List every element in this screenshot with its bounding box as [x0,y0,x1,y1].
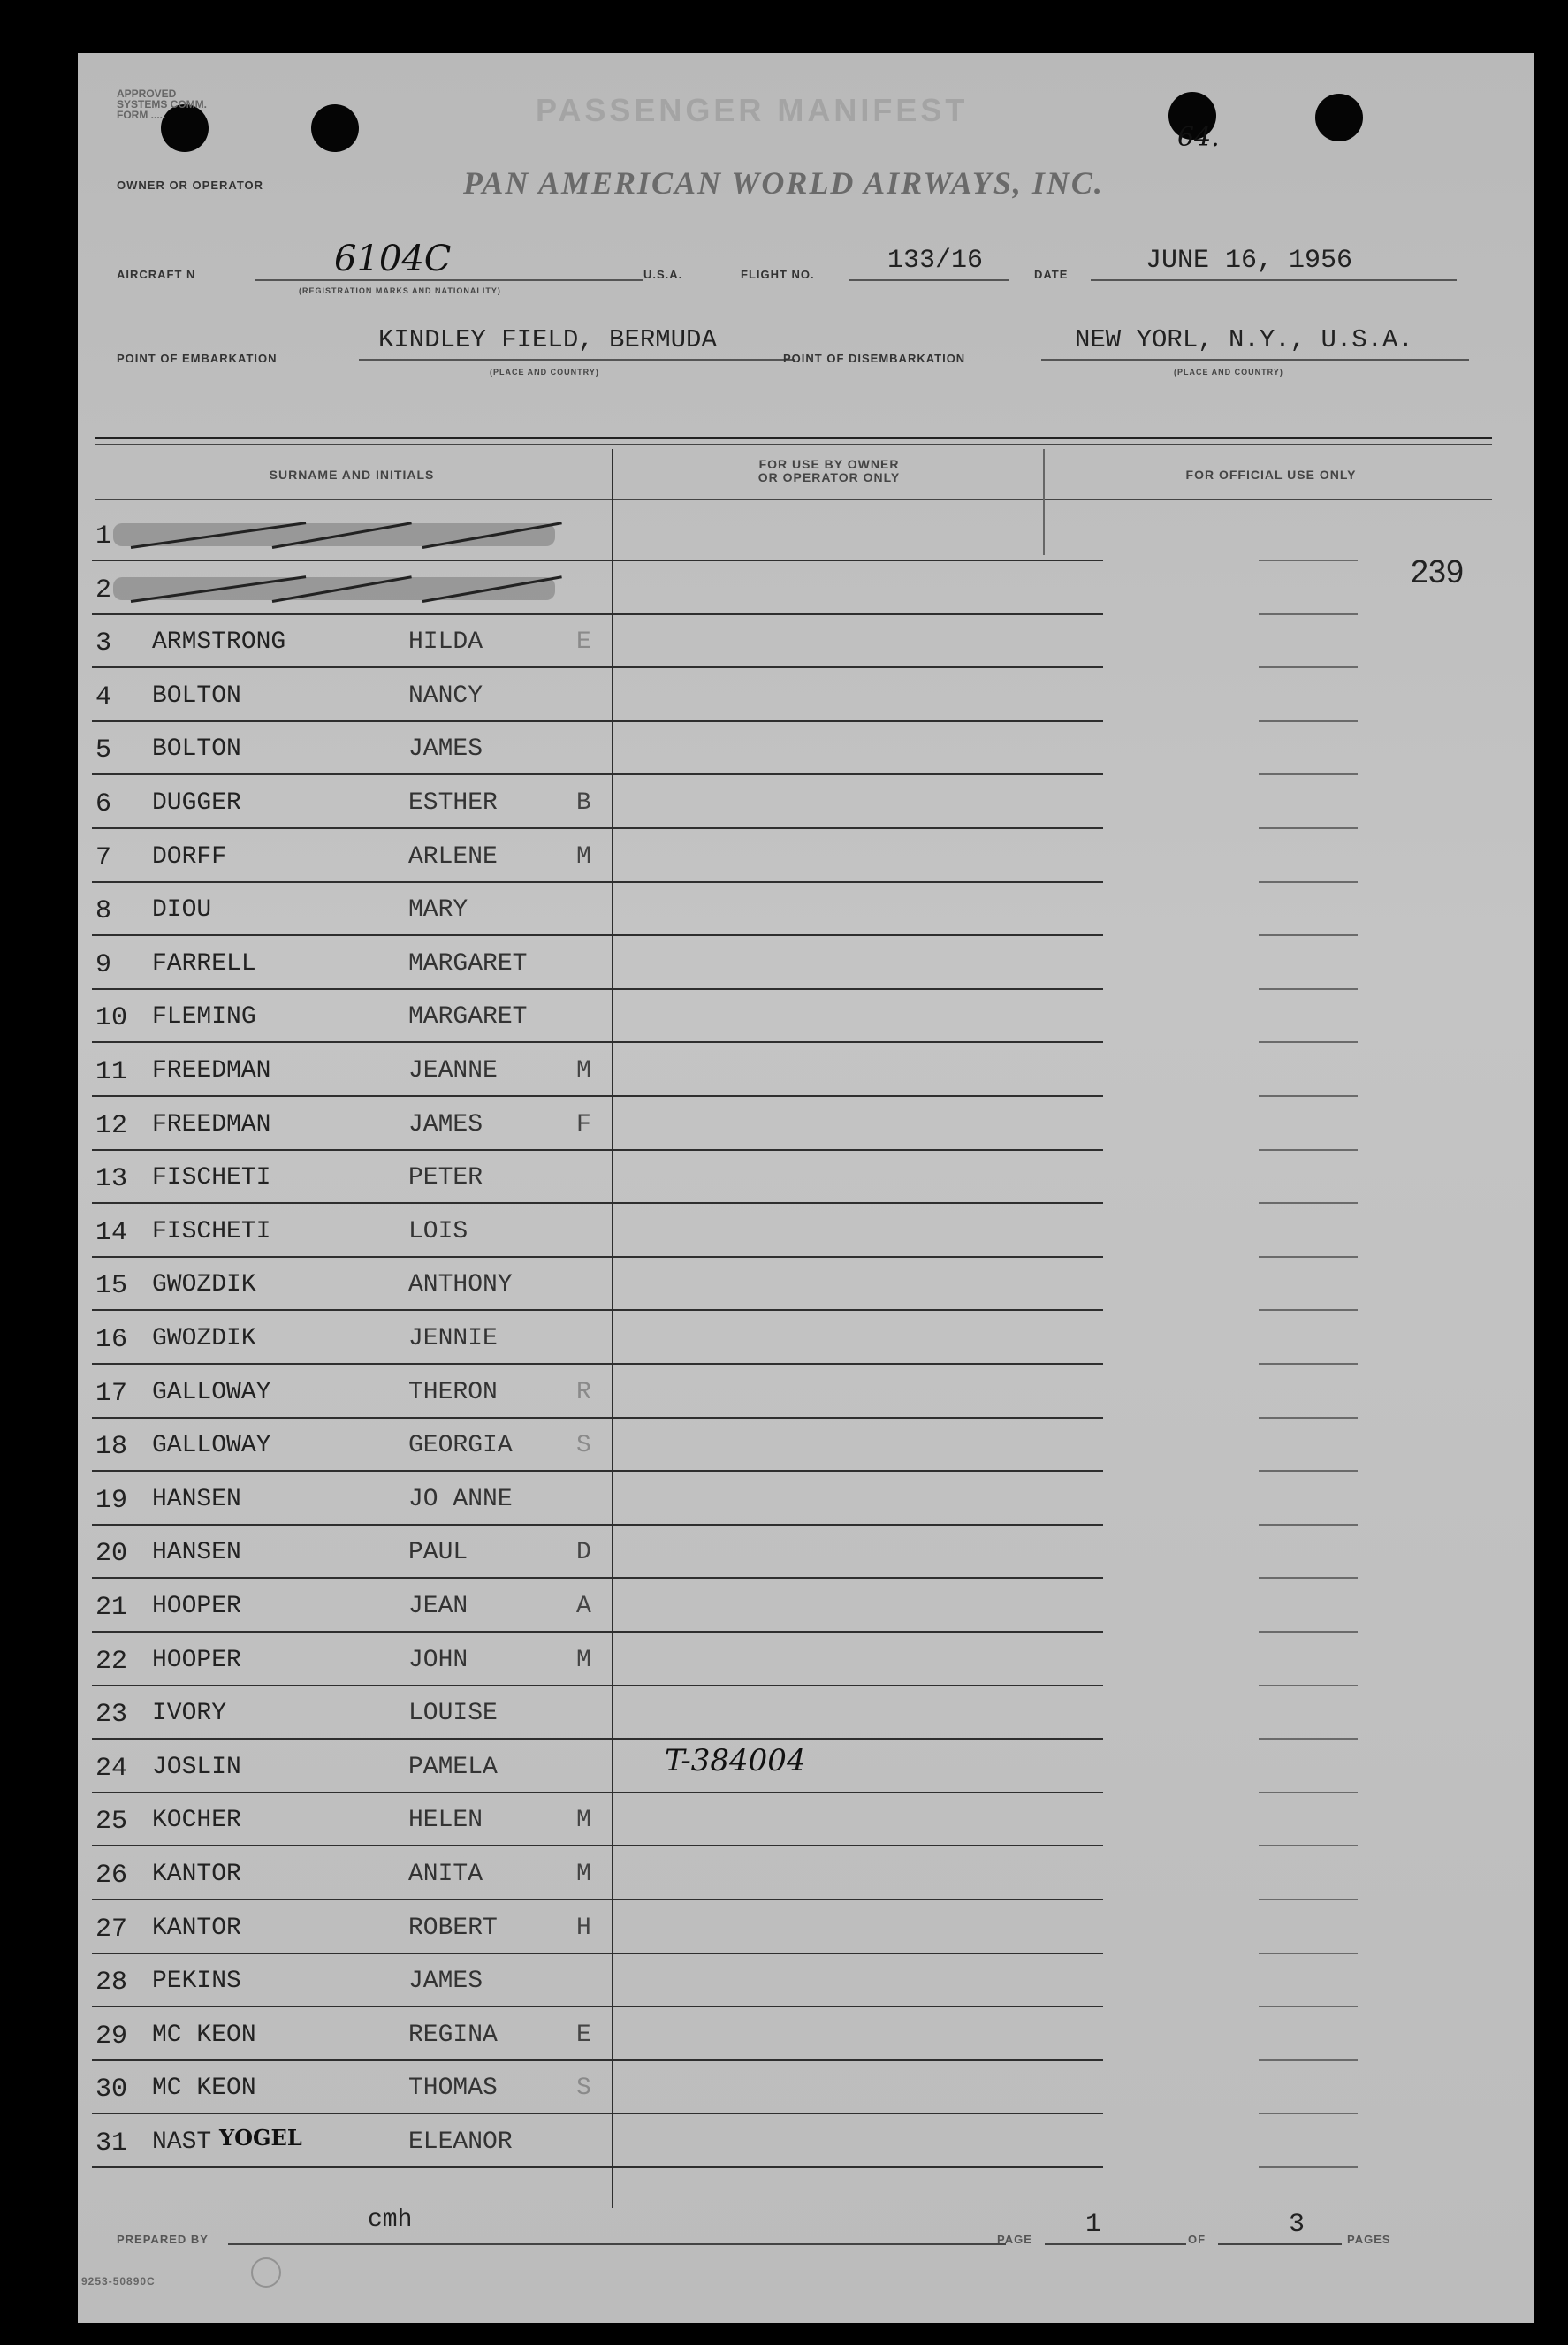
flight-value: 133/16 [887,246,984,276]
date-underline [1091,279,1457,281]
given-name: REGINA [408,2021,498,2049]
initial: M [576,1807,591,1834]
row-number: 22 [95,1647,128,1677]
table-row [94,1953,624,2006]
official-use-blank [1259,613,1358,615]
given-name: ROBERT [408,1915,498,1942]
col-header-owner: FOR USE BY OWNER OR OPERATOR ONLY [757,457,901,484]
given-name: LOIS [408,1218,468,1245]
punch-hole [1315,94,1363,141]
given-name: JOHN [408,1647,468,1674]
row-number: 20 [95,1539,128,1569]
surname: JOSLIN [152,1754,241,1781]
table-row [94,614,624,667]
surname: HANSEN [152,1539,241,1566]
row-number: 24 [95,1754,128,1784]
col-header-official: FOR OFFICIAL USE ONLY [1185,468,1357,482]
given-name: JENNIE [408,1325,498,1352]
official-use-blank [1259,827,1358,829]
official-use-blank [1259,2166,1358,2168]
surname: BOLTON [152,735,241,763]
initial: F [576,1111,591,1138]
table-row [94,1418,624,1471]
initial: M [576,1057,591,1085]
surname: GWOZDIK [152,1325,256,1352]
given-name: PAMELA [408,1754,498,1781]
surname: FISCHETI [152,1218,271,1245]
approval-stamp: APPROVED SYSTEMS COMM. FORM ..... [117,88,208,121]
row-number: 5 [95,735,112,765]
table-row [94,829,624,882]
official-use-blank [1259,1685,1358,1686]
table-row [94,1633,624,1686]
initial: H [576,1915,591,1942]
row-number: 4 [95,682,112,712]
given-name: THOMAS [408,2075,498,2102]
official-use-blank [1259,1095,1358,1097]
official-use-blank [1259,1041,1358,1043]
official-use-blank [1259,1899,1358,1900]
given-name: JEAN [408,1593,468,1620]
table-top-rule [95,437,1492,439]
table-row [94,1150,624,1203]
table-row [94,668,624,721]
surname: FISCHETI [152,1164,271,1192]
row31-handwritten-correction: YOGEL [219,2125,302,2151]
given-name: MARY [408,896,468,924]
disembarkation-value: NEW YORL, N.Y., U.S.A. [1075,325,1413,354]
table-row [94,775,624,828]
initial: M [576,1861,591,1888]
official-use-blank [1259,1470,1358,1472]
table-row [94,1097,624,1150]
registration-note: (REGISTRATION MARKS AND NATIONALITY) [299,286,501,295]
row-number: 3 [95,628,112,659]
row-number: 26 [95,1861,128,1891]
table-top-rule-2 [95,444,1492,445]
prepared-value: cmh [368,2206,413,2234]
official-use-blank [1259,1953,1358,1954]
initial: S [576,1432,591,1459]
surname: NAST [152,2128,212,2156]
embarkation-value: KINDLEY FIELD, BERMUDA [378,325,717,354]
initial: M [576,843,591,871]
surname: GWOZDIK [152,1271,256,1298]
surname: DUGGER [152,789,241,817]
date-label: DATE [1034,268,1069,281]
given-name: ARLENE [408,843,498,871]
table-row [94,882,624,935]
col-divider-2 [1043,449,1045,555]
date-value: JUNE 16, 1956 [1146,246,1353,276]
row-number: 8 [95,896,112,926]
surname: IVORY [152,1700,227,1727]
official-use-blank [1259,1845,1358,1846]
row-number: 14 [95,1218,128,1248]
table-row [94,1204,624,1257]
of-underline [1218,2243,1342,2245]
official-use-blank [1259,773,1358,775]
given-name: JAMES [408,735,483,763]
row-number: 16 [95,1325,128,1355]
table-row [94,1686,624,1739]
row-number: 2 [95,575,112,605]
official-use-blank [1259,1256,1358,1258]
table-row [94,1365,624,1418]
official-use-blank [1259,2006,1358,2007]
given-name: NANCY [408,682,483,710]
usa-label: U.S.A. [643,268,683,281]
given-name: MARGARET [408,950,528,978]
given-name: LOUISE [408,1700,498,1727]
surname: ARMSTRONG [152,628,286,656]
embarkation-note: (PLACE AND COUNTRY) [490,368,599,377]
row-number: 21 [95,1593,128,1623]
form-title: PASSENGER MANIFEST [536,92,969,128]
official-use-blank [1259,881,1358,883]
table-row [94,989,624,1042]
table-row [94,1793,624,1846]
row-rule [92,2166,1103,2168]
disembarkation-underline [1041,359,1469,361]
official-use-blank [1259,2113,1358,2114]
table-row [94,1311,624,1364]
surname: MC KEON [152,2021,256,2049]
initial: E [576,2021,591,2049]
table-row [94,1740,624,1793]
disembarkation-label: POINT OF DISEMBARKATION [783,352,966,365]
surname: PEKINS [152,1968,241,1995]
official-use-blank [1259,1363,1358,1365]
flight-underline [849,279,1009,281]
airline-name: PAN AMERICAN WORLD AIRWAYS, INC. [463,165,1104,201]
form-code: 9253-50890C [81,2275,156,2288]
of-label: OF [1188,2233,1206,2246]
official-use-blank [1259,666,1358,668]
row-number: 30 [95,2075,128,2105]
surname: MC KEON [152,2075,256,2102]
given-name: HILDA [408,628,483,656]
row-number: 13 [95,1164,128,1194]
given-name: ELEANOR [408,2128,513,2156]
row-number: 23 [95,1700,128,1730]
initial: E [576,628,591,656]
row-number: 11 [95,1057,128,1087]
official-use-blank [1259,1792,1358,1793]
row-number: 12 [95,1111,128,1141]
manifest-sheet [78,53,1534,2323]
surname: GALLOWAY [152,1432,271,1459]
given-name: ESTHER [408,789,498,817]
surname: FLEMING [152,1003,256,1031]
table-row [94,1525,624,1578]
row-number: 1 [95,522,112,552]
official-use-blank [1259,1202,1358,1204]
official-use-blank [1259,1417,1358,1419]
flight-label: FLIGHT NO. [741,268,815,281]
official-use-blank [1259,1631,1358,1633]
footer-stamp [251,2257,281,2288]
page-value: 1 [1085,2210,1102,2240]
owner-label: OWNER OR OPERATOR [117,179,264,192]
table-row [94,1472,624,1525]
row24-handwritten-note: T-384004 [665,1743,806,1778]
header-bottom-rule [95,499,1492,500]
row-number: 19 [95,1486,128,1516]
official-use-blank [1259,720,1358,722]
initial: R [576,1379,591,1406]
page-underline [1045,2243,1186,2245]
row-number: 9 [95,950,112,980]
table-row [94,1257,624,1310]
given-name: PAUL [408,1539,468,1566]
table-row [94,2007,624,2060]
surname: HOOPER [152,1647,241,1674]
page-label: PAGE [997,2233,1032,2246]
table-row [94,2060,624,2113]
official-use-blank [1259,1524,1358,1526]
embarkation-underline [359,359,795,361]
official-use-blank [1259,1309,1358,1311]
table-row [94,936,624,989]
aircraft-value: 6104C [334,239,452,279]
initial: M [576,1647,591,1674]
official-use-blank [1259,560,1358,561]
official-use-blank [1259,2059,1358,2061]
official-use-blank [1259,1577,1358,1579]
surname: FARRELL [152,950,256,978]
surname: HANSEN [152,1486,241,1513]
row-number: 10 [95,1003,128,1033]
col-header-name: SURNAME AND INITIALS [269,468,435,482]
row-number: 17 [95,1379,128,1409]
row-number: 18 [95,1432,128,1462]
given-name: HELEN [408,1807,483,1834]
surname: BOLTON [152,682,241,710]
surname: GALLOWAY [152,1379,271,1406]
surname: FREEDMAN [152,1111,271,1138]
aircraft-underline [255,279,643,281]
aircraft-label: AIRCRAFT N [117,268,196,281]
surname: FREEDMAN [152,1057,271,1085]
table-row [94,1579,624,1632]
pages-label: PAGES [1347,2233,1391,2246]
surname: DORFF [152,843,227,871]
initial: A [576,1593,591,1620]
initial: B [576,789,591,817]
row-number: 31 [95,2128,128,2158]
row-number: 6 [95,789,112,819]
surname: DIOU [152,896,212,924]
total-pages: 3 [1289,2210,1305,2240]
prepared-label: PREPARED BY [117,2233,209,2246]
given-name: MARGARET [408,1003,528,1031]
given-name: JAMES [408,1968,483,1995]
given-name: JEANNE [408,1057,498,1085]
official-use-blank [1259,1738,1358,1740]
official-use-blank [1259,1149,1358,1151]
initial: D [576,1539,591,1566]
side-number: 239 [1411,553,1465,590]
disembarkation-note: (PLACE AND COUNTRY) [1174,368,1283,377]
row-number: 7 [95,843,112,873]
row-number: 27 [95,1915,128,1945]
given-name: THERON [408,1379,498,1406]
given-name: ANITA [408,1861,483,1888]
prepared-underline [228,2243,1006,2245]
table-row [94,2114,624,2167]
given-name: PETER [408,1164,483,1192]
table-row [94,1900,624,1953]
row-number: 28 [95,1968,128,1998]
surname: KOCHER [152,1807,241,1834]
row-number: 29 [95,2021,128,2052]
table-row [94,1043,624,1096]
given-name: JAMES [408,1111,483,1138]
row-number: 15 [95,1271,128,1301]
given-name: ANTHONY [408,1271,513,1298]
given-name: JO ANNE [408,1486,513,1513]
official-use-blank [1259,934,1358,936]
corner-mark: 64. [1177,122,1220,153]
given-name: GEORGIA [408,1432,513,1459]
punch-hole [311,104,359,152]
table-row [94,1846,624,1900]
initial: S [576,2075,591,2102]
embarkation-label: POINT OF EMBARKATION [117,352,278,365]
surname: KANTOR [152,1861,241,1888]
surname: KANTOR [152,1915,241,1942]
table-row [94,721,624,774]
surname: HOOPER [152,1593,241,1620]
official-use-blank [1259,988,1358,990]
row-number: 25 [95,1807,128,1837]
